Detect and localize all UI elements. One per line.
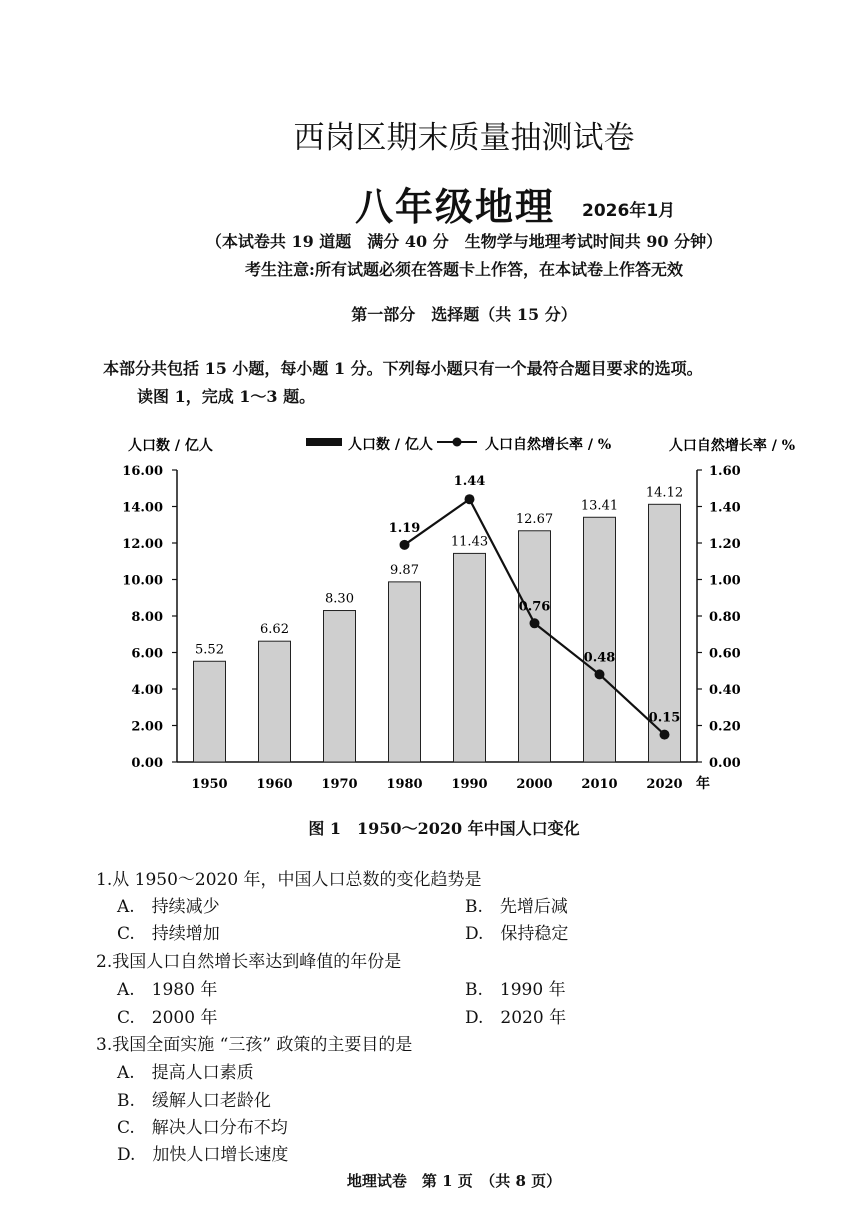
x-tick-label: 2010 [581, 777, 618, 792]
question-2-option-d: D. 2020 年 [465, 1008, 567, 1028]
y-tick-label-right: 1.40 [709, 500, 741, 516]
growth-rate-label: 0.76 [518, 599, 551, 615]
question-3-stem: 3.我国全面实施 “三孩” 政策的主要目的是 [96, 1035, 413, 1055]
bar [194, 661, 226, 762]
question-2-option-a: A. 1980 年 [117, 980, 218, 1000]
y-tick-label-right: 1.00 [709, 573, 741, 589]
x-tick-label: 2000 [516, 777, 553, 792]
question-3-option-c: C. 解决人口分布不均 [117, 1118, 288, 1138]
bar [389, 582, 421, 762]
read-instruction: 读图 1，完成 1～3 题。 [137, 387, 316, 406]
question-2-option-c: C. 2000 年 [117, 1008, 218, 1028]
page-footer: 地理试卷 第 1 页 （共 8 页） [346, 1172, 562, 1190]
bar-value-label: 8.30 [325, 591, 354, 607]
bar [519, 531, 551, 762]
bar-value-label: 5.52 [195, 642, 224, 658]
legend-line-label: 人口自然增长率 / % [485, 437, 612, 453]
bar-value-label: 9.87 [390, 562, 419, 578]
y-tick-label-left: 2.00 [131, 719, 163, 735]
question-3-option-b: B. 缓解人口老龄化 [117, 1091, 271, 1111]
growth-rate-label: 0.15 [648, 710, 681, 726]
y-tick-label-left: 10.00 [122, 573, 163, 589]
bar-value-label: 14.12 [645, 485, 684, 501]
x-tick-label: 1980 [386, 777, 423, 792]
y-tick-label-left: 14.00 [122, 500, 163, 516]
bar-value-label: 12.67 [515, 511, 554, 527]
x-tick-label: 2020 [646, 777, 683, 792]
y-axis-label-right: 人口自然增长率 / % [668, 438, 795, 454]
y-tick-label-right: 0.40 [709, 683, 741, 698]
bar [454, 553, 486, 762]
growth-rate-point [465, 494, 475, 504]
y-tick-label-left: 16.00 [122, 464, 163, 479]
question-1-option-a: A. 持续减少 [117, 897, 220, 917]
growth-rate-label: 0.48 [583, 650, 616, 666]
bar [584, 517, 616, 762]
x-tick-label: 1950 [191, 777, 228, 792]
y-tick-label-right: 0.60 [709, 646, 741, 662]
x-tick-label: 1990 [451, 777, 488, 792]
exam-title: 西岗区期末质量抽测试卷 [293, 120, 635, 156]
legend-bar-label: 人口数 / 亿人 [348, 437, 433, 453]
y-tick-label-left: 0.00 [131, 756, 163, 771]
y-tick-label-left: 8.00 [131, 610, 163, 625]
question-1-stem: 1.从 1950～2020 年，中国人口总数的变化趋势是 [96, 870, 482, 890]
question-1-option-b: B. 先增后减 [465, 897, 568, 917]
growth-rate-label: 1.44 [453, 474, 486, 490]
figure-caption: 图 1 1950～2020 年中国人口变化 [308, 819, 580, 838]
bar [324, 611, 356, 762]
bar-value-label: 13.41 [580, 498, 619, 514]
population-chart [0, 425, 868, 810]
legend-bar-swatch [306, 438, 342, 446]
question-2-stem: 2.我国人口自然增长率达到峰值的年份是 [96, 952, 402, 972]
section-intro: 本部分共包括 15 小题，每小题 1 分。下列每小题只有一个最符合题目要求的选项。 [103, 359, 703, 378]
question-3-option-d: D. 加快人口增长速度 [117, 1145, 289, 1165]
growth-rate-point [595, 669, 605, 679]
x-axis-unit: 年 [696, 776, 710, 792]
y-tick-label-right: 1.60 [709, 464, 741, 479]
y-tick-label-right: 1.20 [709, 537, 741, 552]
y-tick-label-left: 6.00 [131, 646, 163, 662]
bar [259, 641, 291, 762]
y-tick-label-left: 12.00 [122, 537, 163, 552]
exam-notice: 考生注意:所有试题必须在答题卡上作答，在本试卷上作答无效 [245, 260, 683, 279]
y-tick-label-right: 0.80 [709, 610, 741, 625]
question-2-option-b: B. 1990 年 [465, 980, 566, 1000]
y-tick-label-right: 0.00 [709, 756, 741, 771]
growth-rate-point [660, 730, 670, 740]
legend-line-marker [453, 438, 462, 447]
question-1-option-c: C. 持续增加 [117, 924, 220, 944]
exam-date: 2026年1月 [582, 201, 676, 221]
y-axis-label-left: 人口数 / 亿人 [128, 438, 213, 454]
question-1-option-d: D. 保持稳定 [465, 924, 569, 944]
subject-title: 八年级地理 [355, 184, 556, 229]
x-tick-label: 1960 [256, 777, 293, 792]
section-title: 第一部分 选择题（共 15 分） [351, 305, 577, 324]
growth-rate-point [400, 540, 410, 550]
x-tick-label: 1970 [321, 777, 358, 792]
bar-value-label: 11.43 [450, 534, 489, 550]
y-tick-label-right: 0.20 [709, 719, 741, 735]
growth-rate-label: 1.19 [388, 520, 421, 536]
growth-rate-point [530, 618, 540, 628]
bar-value-label: 6.62 [260, 622, 289, 638]
question-3-option-a: A. 提高人口素质 [117, 1063, 254, 1083]
y-tick-label-left: 4.00 [131, 683, 163, 698]
exam-info: （本试卷共 19 道题 满分 40 分 生物学与地理考试时间共 90 分钟） [205, 232, 723, 251]
